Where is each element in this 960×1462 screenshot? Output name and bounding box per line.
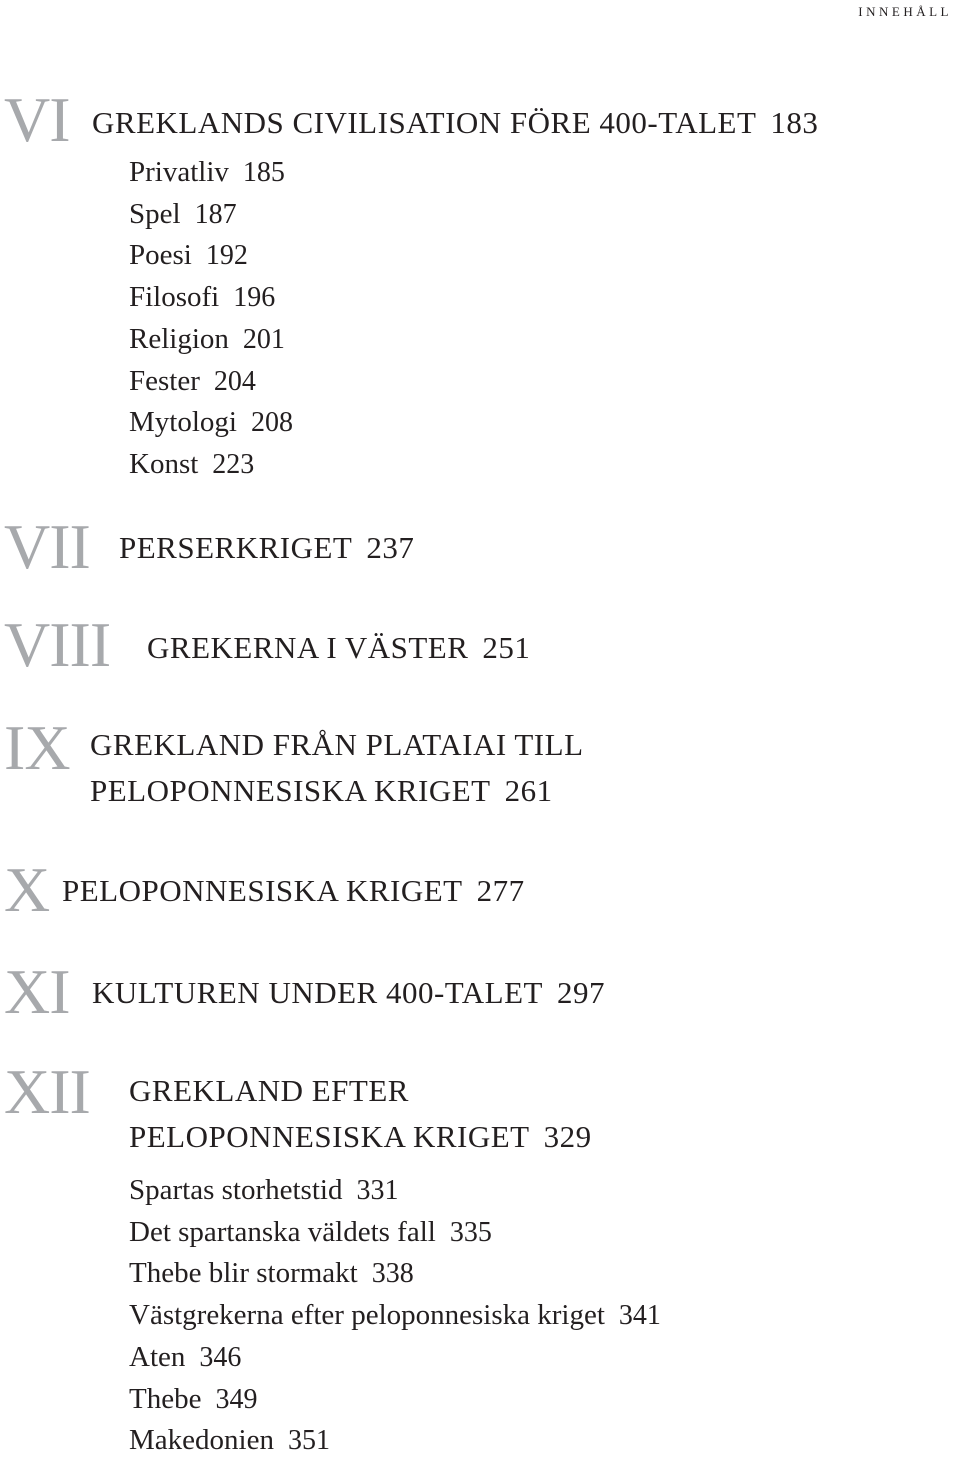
- subsection-item[interactable]: [129, 152, 293, 194]
- subsection-page-number: 346: [199, 1341, 242, 1373]
- subsection-title: Spel: [129, 197, 181, 230]
- subsection-item[interactable]: [129, 235, 293, 277]
- chapter-title[interactable]: [62, 868, 525, 914]
- subsection-title: Thebe blir stormakt: [129, 1257, 358, 1290]
- running-head: innehåll: [858, 0, 952, 21]
- subsection-item[interactable]: [129, 194, 293, 236]
- subsection-item[interactable]: [129, 1170, 661, 1212]
- subsection-item[interactable]: [129, 1337, 661, 1379]
- subsection-title: Filosofi: [129, 281, 220, 314]
- subsection-page-number: 187: [194, 198, 237, 230]
- subsection-item[interactable]: [129, 444, 293, 486]
- subsection-title: Thebe: [129, 1382, 202, 1415]
- chapter-title-text: GREKLAND FRÅN PLATAIAI TILL: [90, 727, 584, 762]
- subsection-page-number: 192: [205, 240, 248, 272]
- subsection-list: [129, 152, 293, 486]
- chapter-title-text: GREKLAND EFTER: [129, 1073, 409, 1108]
- subsection-item[interactable]: [129, 1212, 661, 1254]
- subsection-title: Religion: [129, 322, 229, 355]
- chapter-numeral: XI: [4, 956, 70, 1027]
- chapter-title-text: PELOPONNESISKA KRIGET: [129, 1119, 530, 1154]
- subsection-list: [129, 1170, 661, 1462]
- chapter-title-text: PERSERKRIGET: [119, 530, 353, 565]
- subsection-title: Aten: [129, 1340, 186, 1373]
- chapter-title-line: [90, 768, 584, 814]
- subsection-item[interactable]: [129, 1379, 661, 1421]
- subsection-item[interactable]: [129, 1420, 661, 1462]
- chapter-page-number: 183: [770, 105, 819, 140]
- subsection-item[interactable]: [129, 277, 293, 319]
- chapter-numeral: VI: [4, 84, 70, 155]
- subsection-page-number: 204: [213, 365, 256, 397]
- subsection-title: Makedonien: [129, 1424, 274, 1457]
- subsection-page-number: 201: [242, 323, 285, 355]
- chapter-title[interactable]: [119, 525, 414, 571]
- chapter-numeral: VIII: [4, 609, 111, 680]
- subsection-title: Fester: [129, 364, 200, 397]
- chapter-numeral: VII: [4, 511, 90, 582]
- chapter-title[interactable]: [147, 625, 530, 671]
- chapter-title[interactable]: [90, 722, 584, 814]
- subsection-title: Poesi: [129, 239, 192, 272]
- chapter-page-number: 297: [556, 975, 605, 1010]
- chapter-title[interactable]: [129, 1068, 592, 1160]
- chapter-numeral: XII: [4, 1056, 90, 1127]
- subsection-page-number: 223: [212, 448, 255, 480]
- chapter-title-line: [62, 868, 525, 914]
- subsection-item[interactable]: [129, 1253, 661, 1295]
- chapter-page-number: 329: [543, 1119, 592, 1154]
- chapter-title[interactable]: [92, 970, 605, 1016]
- subsection-item[interactable]: [129, 361, 293, 403]
- subsection-page-number: 331: [356, 1175, 399, 1206]
- subsection-item[interactable]: [129, 319, 293, 361]
- subsection-page-number: 341: [618, 1300, 661, 1332]
- subsection-title: Mytologi: [129, 406, 237, 439]
- subsection-title: Västgrekerna efter peloponnesiska kriget: [129, 1299, 605, 1332]
- subsection-page-number: 349: [215, 1383, 258, 1415]
- chapter-title[interactable]: [92, 100, 818, 146]
- chapter-title-text: GREKERNA I VÄSTER: [147, 630, 469, 665]
- subsection-page-number: 335: [449, 1216, 492, 1248]
- chapter-numeral: IX: [4, 712, 70, 783]
- chapter-title-line: [147, 625, 530, 671]
- subsection-item[interactable]: [129, 402, 293, 444]
- chapter-title-line: [119, 525, 414, 571]
- chapter-title-line: [129, 1114, 592, 1160]
- chapter-title-text: GREKLANDS CIVILISATION FÖRE 400-TALET: [92, 105, 757, 140]
- chapter-title-text: PELOPONNESISKA KRIGET: [62, 873, 463, 908]
- chapter-page-number: 237: [366, 530, 415, 565]
- subsection-title: Konst: [129, 447, 199, 480]
- subsection-item[interactable]: [129, 1295, 661, 1337]
- chapter-title-line: [92, 970, 605, 1016]
- chapter-title-line: [129, 1068, 592, 1114]
- subsection-page-number: 208: [250, 407, 293, 439]
- subsection-page-number: 351: [287, 1425, 330, 1457]
- chapter-title-line: [90, 722, 584, 768]
- chapter-numeral: X: [4, 854, 50, 925]
- chapter-title-text: PELOPONNESISKA KRIGET: [90, 773, 491, 808]
- subsection-title: Privatliv: [129, 156, 229, 188]
- subsection-title: Spartas storhetstid: [129, 1174, 343, 1206]
- subsection-page-number: 338: [371, 1258, 414, 1290]
- subsection-page-number: 196: [233, 282, 276, 314]
- chapter-page-number: 261: [504, 773, 553, 808]
- chapter-title-line: [92, 100, 818, 146]
- chapter-page-number: 277: [476, 873, 525, 908]
- subsection-page-number: 185: [242, 157, 285, 188]
- chapter-title-text: KULTUREN UNDER 400-TALET: [92, 975, 543, 1010]
- subsection-title: Det spartanska väldets fall: [129, 1215, 436, 1248]
- chapter-page-number: 251: [482, 630, 531, 665]
